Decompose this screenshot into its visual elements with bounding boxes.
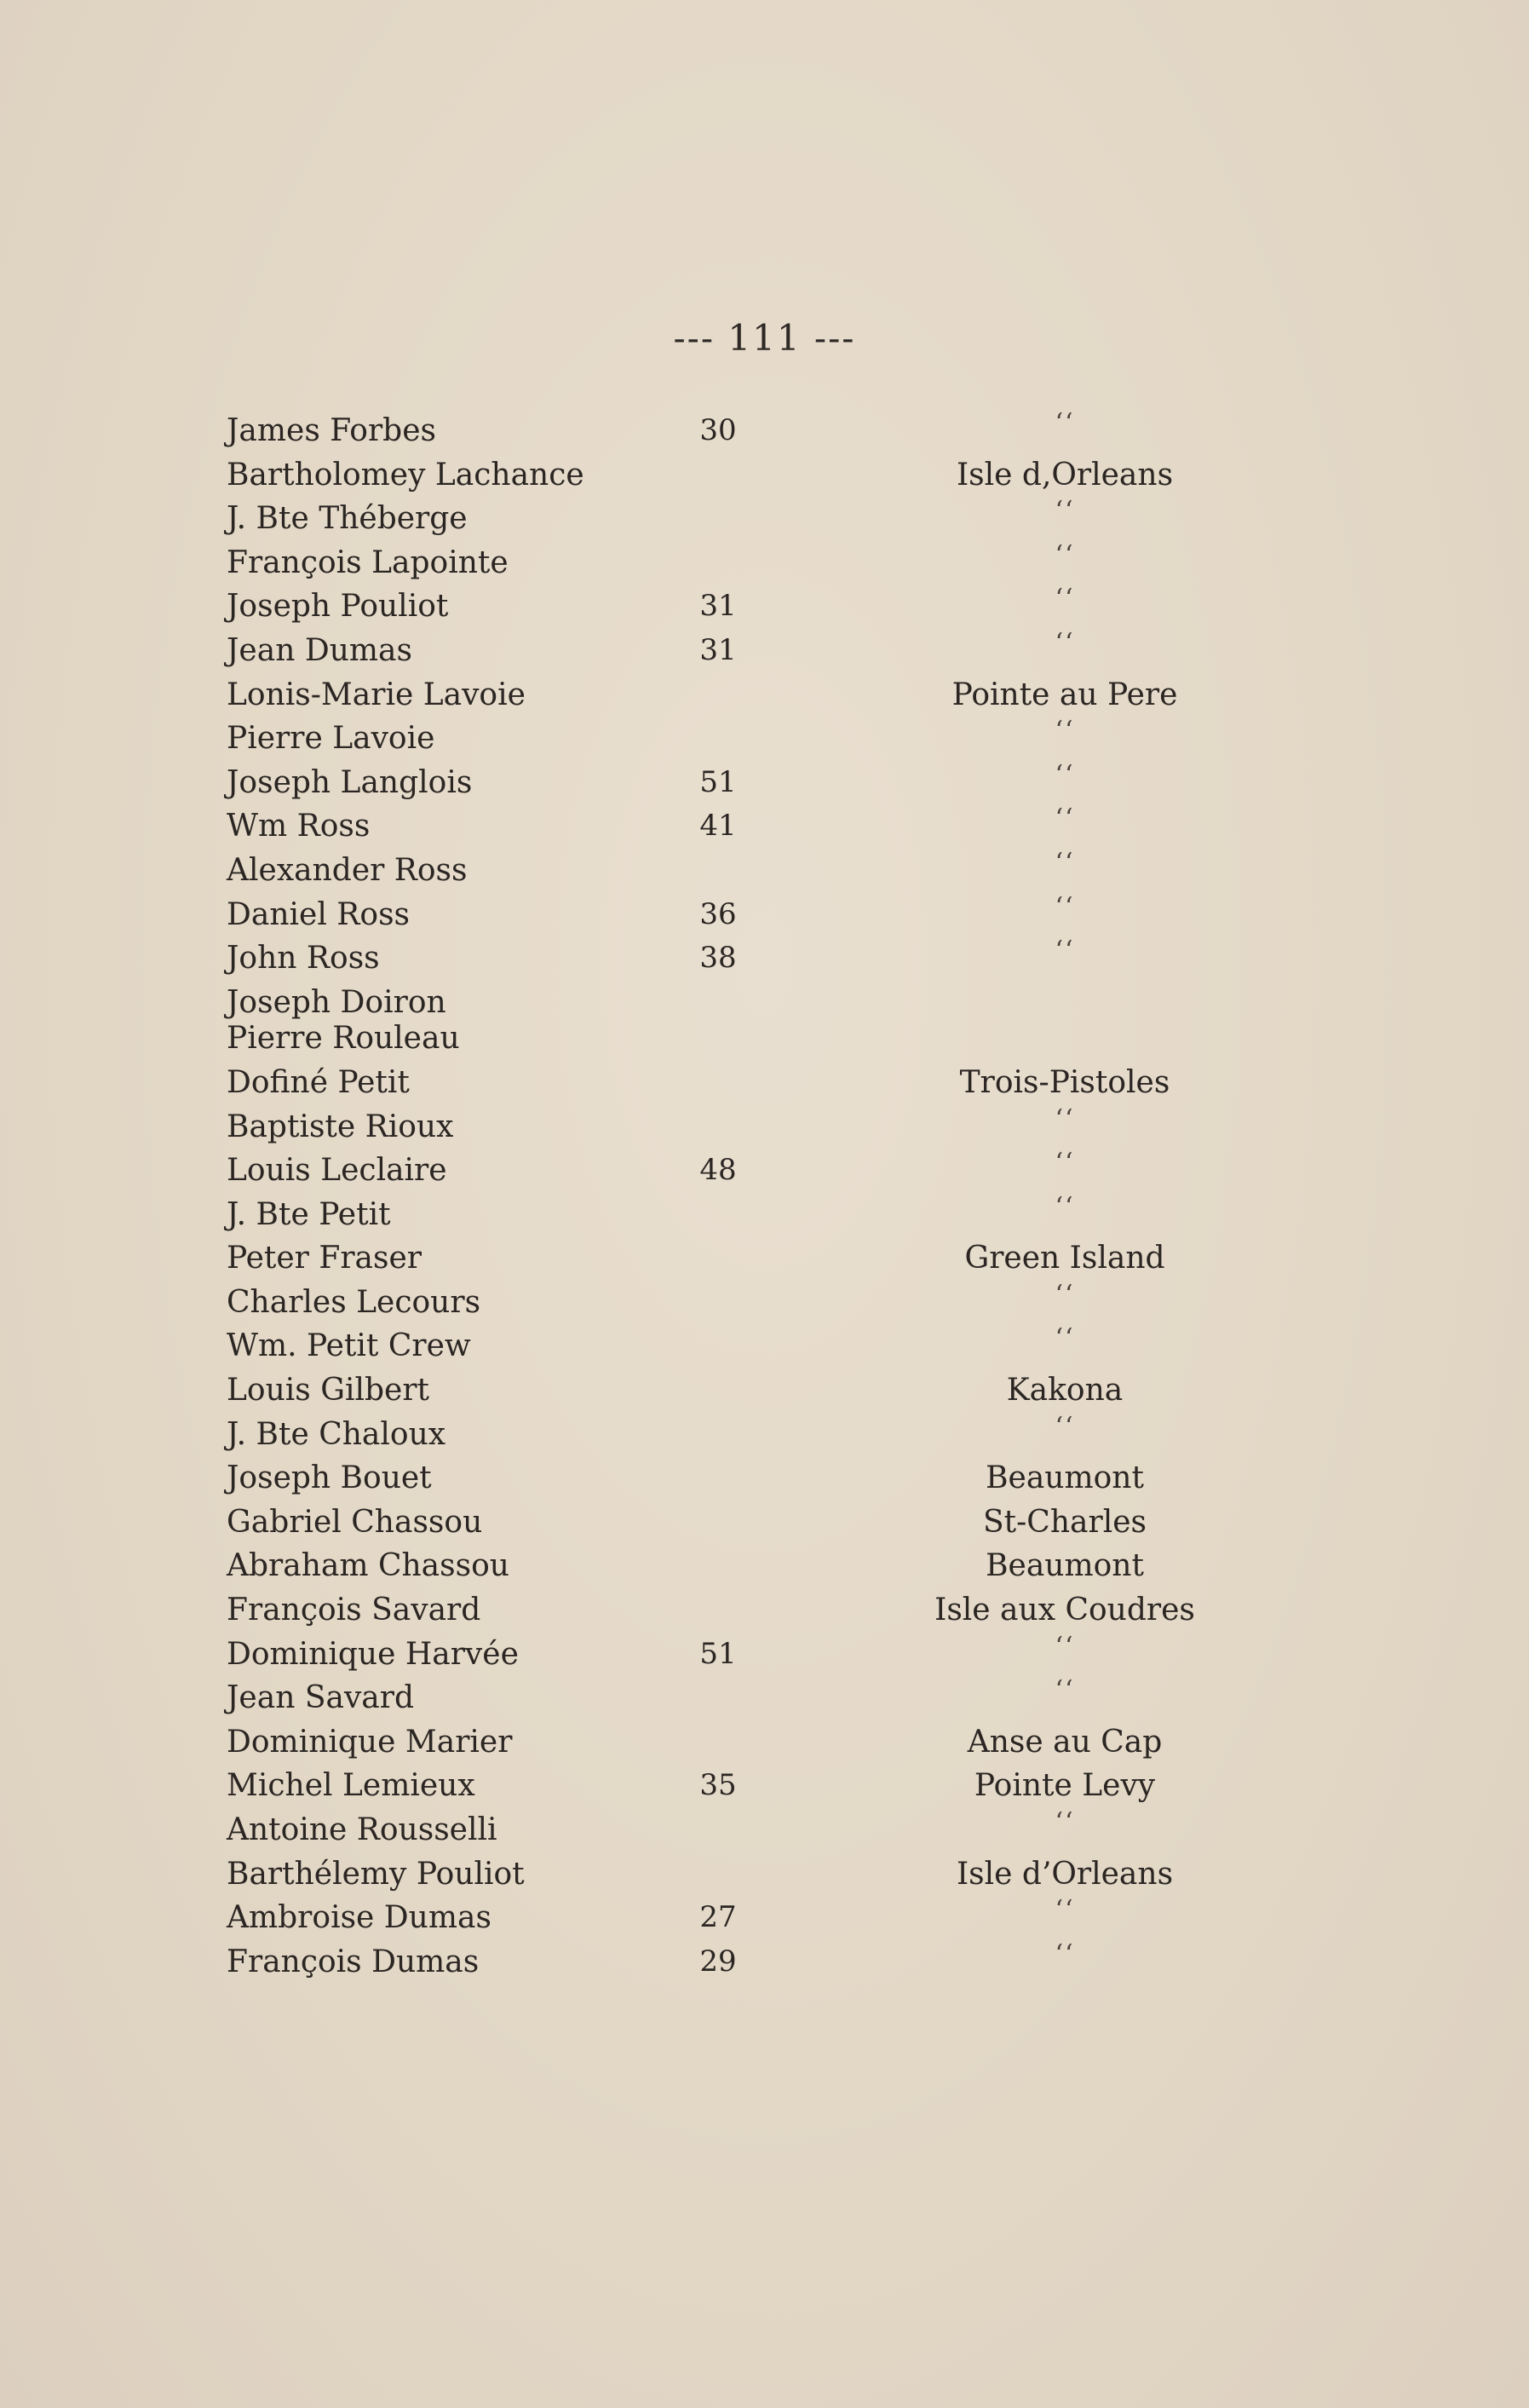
ditto-mark: ‘‘ (1055, 1323, 1075, 1354)
page-number: --- 111 --- (673, 317, 856, 359)
ditto-mark: ‘‘ (1055, 1895, 1075, 1926)
pilot-name: Wm. Petit Crew (227, 1328, 471, 1364)
list-item (0, 1852, 1529, 1897)
pilot-place: St-Charles (983, 1504, 1147, 1540)
ditto-mark: ‘‘ (1055, 496, 1075, 527)
pilot-name: Joseph Langlois (227, 764, 473, 800)
pilot-place: Anse au Cap (967, 1724, 1163, 1760)
list-item (0, 629, 1529, 673)
list-item (0, 761, 1529, 805)
pilot-age: 38 (699, 941, 737, 976)
ditto-mark: ‘‘ (1055, 936, 1075, 966)
pilot-age: 30 (699, 413, 737, 447)
list-item (0, 1324, 1529, 1368)
pilot-name: Joseph Doiron (227, 984, 446, 1020)
pilot-place: Kakona (1006, 1373, 1124, 1409)
ditto-mark: ‘‘ (1055, 804, 1075, 834)
ditto-mark: ‘‘ (1055, 759, 1075, 790)
pilot-name: Gabriel Chassou (227, 1504, 483, 1540)
pilot-age: 51 (699, 1636, 737, 1671)
pilot-age: 36 (699, 896, 737, 931)
list-item (0, 1105, 1529, 1149)
pilot-name: J. Bte Chaloux (227, 1416, 446, 1452)
ditto-mark: ‘‘ (1055, 1938, 1075, 1969)
list-item (0, 1588, 1529, 1633)
pilot-age: 41 (699, 809, 737, 844)
list-item (0, 673, 1529, 717)
ditto-mark: ‘‘ (1055, 1631, 1075, 1662)
pilot-age: 48 (699, 1153, 737, 1188)
pilot-name: Alexander Ross (227, 852, 468, 888)
pilot-name: Wm Ross (227, 809, 371, 844)
pilot-place: Trois-Pistoles (959, 1064, 1170, 1100)
pilot-place: Pointe Levy (974, 1768, 1156, 1804)
ditto-mark: ‘‘ (1055, 847, 1075, 878)
list-item (0, 1061, 1529, 1105)
pilot-place: Isle d,Orleans (956, 457, 1174, 493)
list-item (0, 1544, 1529, 1588)
list-item (0, 717, 1529, 761)
pilot-name: Dominique Marier (227, 1724, 513, 1760)
ditto-mark: ‘‘ (1055, 1103, 1075, 1134)
pilot-name: Lonis-Marie Lavoie (227, 677, 526, 712)
ditto-mark: ‘‘ (1055, 1675, 1075, 1706)
ditto-mark: ‘‘ (1055, 1411, 1075, 1442)
ditto-mark: ‘‘ (1055, 627, 1075, 658)
list-item (0, 409, 1529, 453)
pilot-name: Joseph Bouet (227, 1460, 432, 1496)
pilot-name: Baptiste Rioux (227, 1109, 454, 1144)
pilot-name: Jean Savard (227, 1680, 415, 1716)
pilot-name: J. Bte Petit (227, 1196, 391, 1232)
ditto-mark: ‘‘ (1055, 716, 1075, 746)
ditto-mark: ‘‘ (1055, 1807, 1075, 1837)
list-item (0, 1764, 1529, 1808)
list-item (0, 1368, 1529, 1413)
pilot-name: Pierre Rouleau (227, 1021, 460, 1057)
list-item (0, 453, 1529, 498)
pilot-age: 27 (699, 1900, 737, 1935)
pilot-name: Dofiné Petit (227, 1064, 410, 1100)
pilot-place: Isle d’Orleans (956, 1856, 1174, 1892)
list-item (0, 585, 1529, 629)
pilot-name: François Lapointe (227, 544, 509, 580)
pilot-place: Green Island (964, 1241, 1165, 1276)
pilot-name: Charles Lecours (227, 1284, 481, 1320)
pilot-place: Isle aux Coudres (934, 1593, 1195, 1628)
pilot-name: Jean Dumas (227, 632, 412, 668)
list-item (0, 1720, 1529, 1765)
ditto-mark: ‘‘ (1055, 584, 1075, 614)
list-item (0, 1149, 1529, 1193)
list-item (0, 804, 1529, 849)
list-item (0, 1633, 1529, 1677)
list-item (0, 1281, 1529, 1325)
pilot-name: Antoine Rousselli (227, 1812, 497, 1847)
list-item (0, 1017, 1529, 1061)
ditto-mark: ‘‘ (1055, 1191, 1075, 1222)
list-item (0, 1193, 1529, 1237)
list-item (0, 1236, 1529, 1281)
pilot-name: Louis Gilbert (227, 1373, 430, 1409)
pilot-name: Louis Leclaire (227, 1153, 447, 1189)
pilot-age: 31 (699, 632, 737, 667)
pilot-age: 51 (699, 764, 737, 799)
list-item (0, 1896, 1529, 1940)
pilot-name: François Dumas (227, 1944, 480, 1979)
list-item (0, 1413, 1529, 1457)
list-item (0, 849, 1529, 893)
pilot-name: Ambroise Dumas (227, 1900, 491, 1936)
pilot-name: Abraham Chassou (227, 1548, 509, 1584)
list-item (0, 1940, 1529, 1985)
pilot-place: Beaumont (986, 1460, 1144, 1496)
list-item (0, 936, 1529, 981)
pilot-age: 29 (699, 1944, 737, 1979)
list-item (0, 1808, 1529, 1852)
pilot-list (0, 409, 1529, 1984)
list-item (0, 497, 1529, 541)
ditto-mark: ‘‘ (1055, 891, 1075, 922)
pilot-name: Joseph Pouliot (227, 589, 449, 625)
pilot-name: François Savard (227, 1593, 481, 1628)
list-item (0, 1456, 1529, 1501)
ditto-mark: ‘‘ (1055, 408, 1075, 438)
list-item (0, 893, 1529, 937)
pilot-name: Dominique Harvée (227, 1636, 519, 1672)
pilot-name: Pierre Lavoie (227, 721, 435, 757)
list-item (0, 1676, 1529, 1720)
pilot-name: Michel Lemieux (227, 1768, 475, 1804)
pilot-name: James Forbes (227, 413, 436, 448)
pilot-name: Daniel Ross (227, 896, 411, 932)
pilot-place: Beaumont (986, 1548, 1144, 1584)
ditto-mark: ‘‘ (1055, 539, 1075, 570)
pilot-name: John Ross (227, 941, 380, 976)
pilot-name: Barthélemy Pouliot (227, 1856, 525, 1892)
ditto-mark: ‘‘ (1055, 1148, 1075, 1178)
list-item (0, 1501, 1529, 1545)
pilot-age: 35 (699, 1768, 737, 1803)
ditto-mark: ‘‘ (1055, 1279, 1075, 1310)
pilot-age: 31 (699, 589, 737, 624)
pilot-name: Bartholomey Lachance (227, 457, 584, 493)
pilot-name: J. Bte Théberge (227, 501, 468, 537)
list-item (0, 541, 1529, 585)
pilot-name: Peter Fraser (227, 1241, 422, 1276)
pilot-place: Pointe au Pere (951, 677, 1178, 712)
